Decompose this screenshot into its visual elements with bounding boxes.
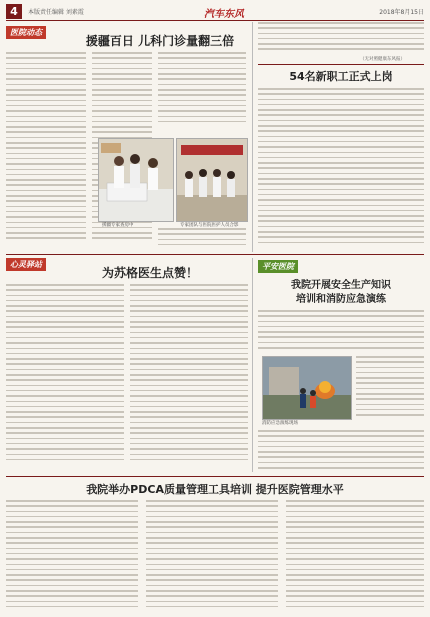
- article4-text-bottom: [258, 430, 424, 472]
- article4-headline-line2[interactable]: 培训和消防应急演练: [296, 294, 386, 305]
- paper-title: 汽车东风: [204, 9, 244, 20]
- article4-text-top: [258, 310, 424, 352]
- article2-text: [258, 88, 424, 250]
- article1-col3b-text: [158, 228, 246, 248]
- article4-text-side: [356, 356, 424, 426]
- article5-col1-text: [6, 500, 138, 612]
- article5-headline[interactable]: 我院举办PDCA质量管理工具培训 提升医院管理水平: [86, 483, 344, 496]
- section-divider-bottom: [6, 476, 424, 477]
- fire-drill-caption: 消防应急演练现场: [262, 421, 298, 426]
- section-tag-hospital-news: 医院动态: [6, 26, 46, 39]
- article1-headline[interactable]: 援疆百日 儿科门诊量翻三倍: [85, 34, 235, 48]
- article3-headline[interactable]: 为苏格医生点赞！: [101, 266, 198, 280]
- article3-col2-text: [130, 284, 248, 470]
- article4-headline-line1[interactable]: 我院开展安全生产知识: [291, 280, 391, 291]
- divider: [258, 64, 424, 65]
- issue-date: 2018年8月15日: [379, 9, 424, 16]
- article3-col1-text: [6, 284, 124, 470]
- article5-col2-text: [146, 500, 278, 612]
- column-divider-top: [252, 22, 253, 252]
- editor-credit: 本版责任编辑 刘素霞: [28, 9, 84, 16]
- section-divider: [6, 254, 424, 255]
- page-number: 4: [6, 4, 22, 19]
- article1-source-note: （无对照健康东风报）: [360, 57, 405, 62]
- article2-headline[interactable]: 54名新职工正式上岗: [289, 70, 393, 83]
- photo-fire-drill: [262, 356, 352, 420]
- section-tag-safe-hospital: 平安医院: [258, 260, 298, 273]
- article1-col1-text: [6, 52, 86, 248]
- article1-col3-text: [158, 52, 246, 132]
- photo-caption-left: 援疆专家查房中: [102, 223, 134, 228]
- photo-ward-round: [98, 138, 174, 222]
- photo-team: [176, 138, 248, 222]
- article1-continuation: [258, 22, 424, 54]
- page-header: [6, 4, 424, 21]
- column-divider-mid: [252, 258, 253, 472]
- photo-caption-right: 专家团队与医院医护人员合影: [180, 223, 239, 228]
- section-tag-heart-station: 心灵驿站: [6, 258, 46, 271]
- article5-col3-text: [286, 500, 424, 612]
